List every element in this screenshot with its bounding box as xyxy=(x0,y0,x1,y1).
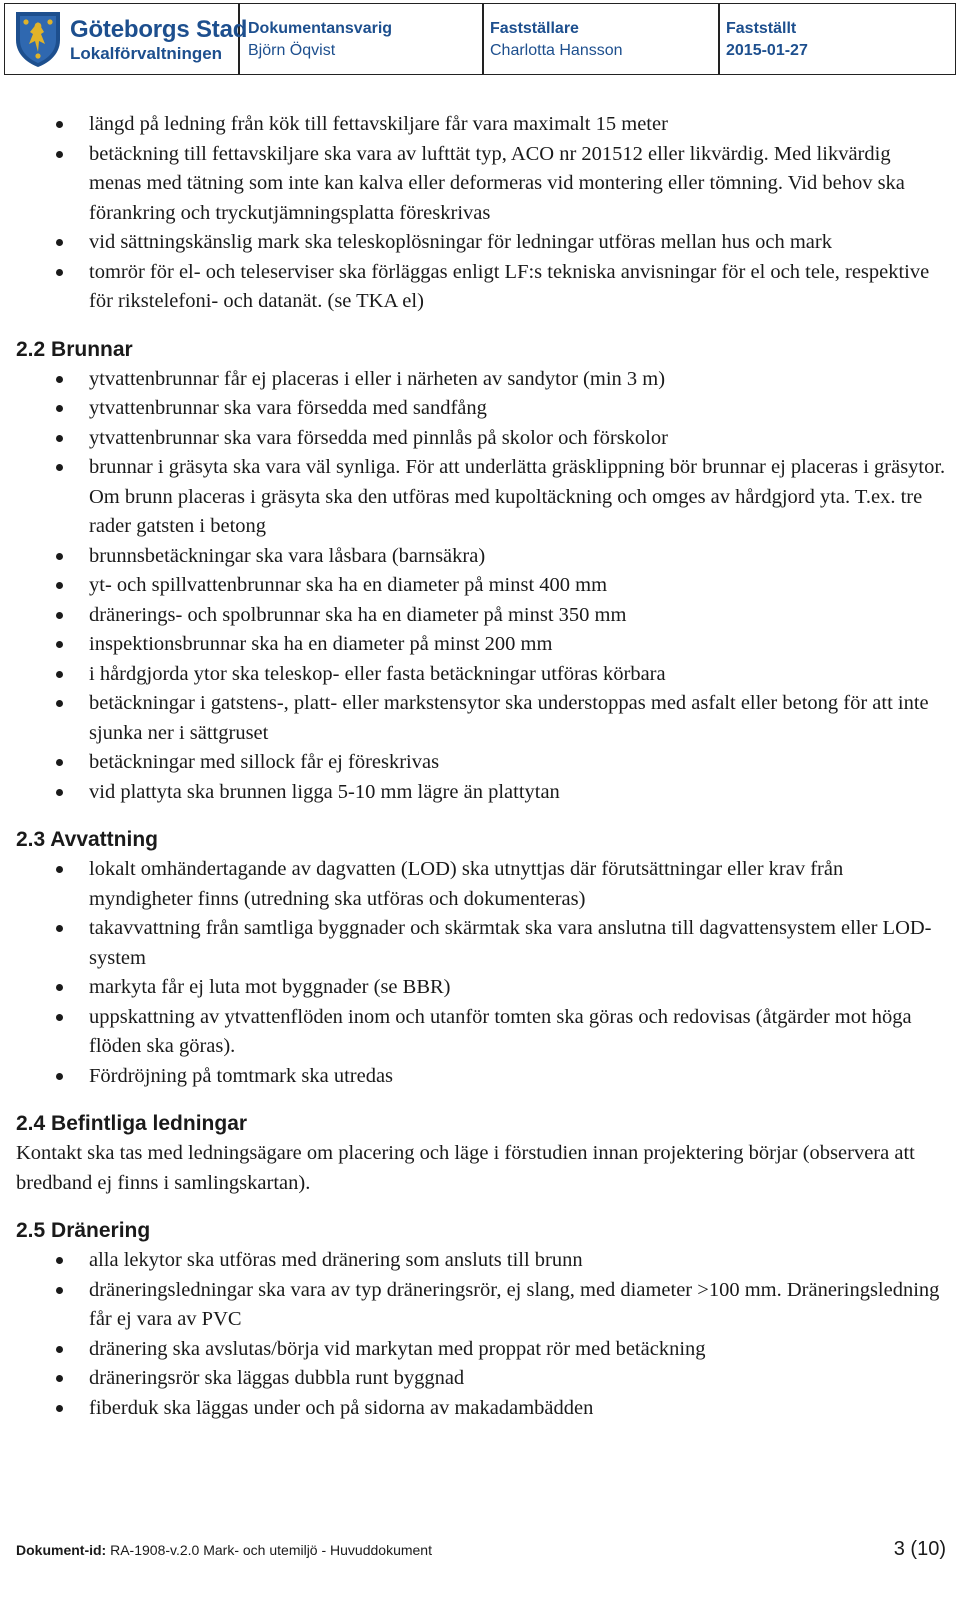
list-item: ytvattenbrunnar ska vara försedda med sandfång xyxy=(16,394,946,424)
bullet-icon xyxy=(56,405,63,412)
bullet-icon xyxy=(56,1287,63,1294)
header-divider xyxy=(482,3,484,75)
bullet-list-brunnar xyxy=(16,365,946,808)
bullet-icon xyxy=(56,984,63,991)
bullet-icon xyxy=(56,239,63,246)
list-item: betäckning till fettavskiljare ska vara av lufttät typ, ACO nr 201512 eller likvärdig. Med likvärdig menas med tätning som inte kan kalva eller deformeras vid montering eller tömning. Vid behov ska förankring och tryckutjämningsplatta föreskrivas xyxy=(16,140,946,229)
document-owner-label: Dokumentansvarig xyxy=(248,20,393,37)
document-body xyxy=(16,110,946,1423)
bullet-icon xyxy=(56,269,63,276)
org-subtitle: Lokalförvaltningen xyxy=(70,44,223,63)
bullet-icon xyxy=(56,582,63,589)
section-heading: 2.5 Dränering xyxy=(16,1219,151,1242)
section-heading: 2.3 Avvattning xyxy=(16,828,158,851)
document-header xyxy=(0,0,960,78)
list-item: vid plattyta ska brunnen ligga 5-10 mm lägre än plattytan xyxy=(16,778,946,808)
list-item: markyta får ej luta mot byggnader (se BBR) xyxy=(16,973,946,1003)
list-item: dränerings- och spolbrunnar ska ha en diameter på minst 350 mm xyxy=(16,601,946,631)
approver-label: Fastställare xyxy=(490,20,579,37)
org-name: Göteborgs Stad xyxy=(70,16,248,43)
list-item: betäckningar i gatstens-, platt- eller markstensytor ska understoppas med asfalt eller betong för att inte sjunka ner i sättgruset xyxy=(16,689,946,748)
bullet-icon xyxy=(56,866,63,873)
bullet-icon xyxy=(56,1346,63,1353)
bullet-icon xyxy=(56,700,63,707)
list-item: yt- och spillvattenbrunnar ska ha en diameter på minst 400 mm xyxy=(16,571,946,601)
approved-date-value: 2015-01-27 xyxy=(726,42,808,59)
list-item: inspektionsbrunnar ska ha en diameter på minst 200 mm xyxy=(16,630,946,660)
list-item: dräneringsrör ska läggas dubbla runt byggnad xyxy=(16,1364,946,1394)
list-item: brunnsbetäckningar ska vara låsbara (barnsäkra) xyxy=(16,542,946,572)
bullet-icon xyxy=(56,641,63,648)
bullet-icon xyxy=(56,1375,63,1382)
approved-date-label: Fastställt xyxy=(726,20,797,37)
list-item: betäckningar med sillock får ej föreskrivas xyxy=(16,748,946,778)
bullet-list-dranering xyxy=(16,1246,946,1423)
bullet-icon xyxy=(56,1257,63,1264)
list-item: lokalt omhändertagande av dagvatten (LOD) ska utnyttjas där förutsättningar eller krav från myndigheter finns (utredning ska utföras och dokumenteras) xyxy=(16,855,946,914)
bullet-icon xyxy=(56,151,63,158)
list-item: uppskattning av ytvattenflöden inom och utanför tomten ska göras och redovisas (åtgärder mot höga flöden ska göras). xyxy=(16,1003,946,1062)
bullet-icon xyxy=(56,612,63,619)
section-heading: 2.2 Brunnar xyxy=(16,337,133,361)
bullet-icon xyxy=(56,376,63,383)
bullet-icon xyxy=(56,925,63,932)
document-id-label: Dokument-id: xyxy=(16,1542,107,1558)
list-item: Fördröjning på tomtmark ska utredas xyxy=(16,1062,946,1092)
approver-value: Charlotta Hansson xyxy=(490,42,623,59)
header-divider xyxy=(718,3,720,75)
list-item: i hårdgjorda ytor ska teleskop- eller fasta betäckningar utföras körbara xyxy=(16,660,946,690)
list-item: brunnar i gräsyta ska vara väl synliga. För att underlätta gräsklippning bör brunnar ej placeras i gräsytor. Om brunn placeras i gräsyta ska den utföras med kupoltäckning och omges av hårdgjord yta. T.ex. tre rader gatsten i betong xyxy=(16,453,946,542)
bullet-icon xyxy=(56,1073,63,1080)
bullet-icon xyxy=(56,435,63,442)
list-item: längd på ledning från kök till fettavskiljare får vara maximalt 15 meter xyxy=(16,110,946,140)
bullet-icon xyxy=(56,789,63,796)
list-item: takavvattning från samtliga byggnader och skärmtak ska vara anslutna till dagvattensystem eller LOD-system xyxy=(16,914,946,973)
document-id-value: RA-1908-v.2.0 Mark- och utemiljö - Huvuddokument xyxy=(110,1542,432,1558)
bullet-icon xyxy=(56,759,63,766)
bullet-list-avvattning xyxy=(16,855,946,1091)
bullet-icon xyxy=(56,1405,63,1412)
intro-bullet-list xyxy=(16,110,946,317)
list-item: fiberduk ska läggas under och på sidorna av makadambädden xyxy=(16,1394,946,1424)
document-owner-value: Björn Öqvist xyxy=(248,42,336,59)
list-item: vid sättningskänslig mark ska teleskoplösningar för ledningar utföras mellan hus och mark xyxy=(16,228,946,258)
list-item: ytvattenbrunnar ska vara försedda med pinnlås på skolor och förskolor xyxy=(16,424,946,454)
list-item: tomrör för el- och teleserviser ska förläggas enligt LF:s tekniska anvisningar för el och tele, respektive för rikstelefoni- och datanät. (se TKA el) xyxy=(16,258,946,317)
bullet-icon xyxy=(56,553,63,560)
list-item: ytvattenbrunnar får ej placeras i eller i närheten av sandytor (min 3 m) xyxy=(16,365,946,395)
document-id-footer xyxy=(16,1542,432,1558)
section-heading: 2.4 Befintliga ledningar xyxy=(16,1112,248,1135)
section-paragraph: Kontakt ska tas med ledningsägare om placering och läge i förstudien innan projektering börjar (observera att bredband ej finns i samlingskartan). xyxy=(16,1142,915,1194)
page-number: 3 (10) xyxy=(893,1538,946,1560)
city-emblem-icon xyxy=(14,10,62,68)
bullet-icon xyxy=(56,121,63,128)
list-item: dräneringsledningar ska vara av typ dräneringsrör, ej slang, med diameter >100 mm. Dräneringsledning får ej vara av PVC xyxy=(16,1276,946,1335)
bullet-icon xyxy=(56,1014,63,1021)
list-item: alla lekytor ska utföras med dränering som ansluts till brunn xyxy=(16,1246,946,1276)
list-item: dränering ska avslutas/börja vid markytan med proppat rör med betäckning xyxy=(16,1335,946,1365)
bullet-icon xyxy=(56,464,63,471)
bullet-icon xyxy=(56,671,63,678)
